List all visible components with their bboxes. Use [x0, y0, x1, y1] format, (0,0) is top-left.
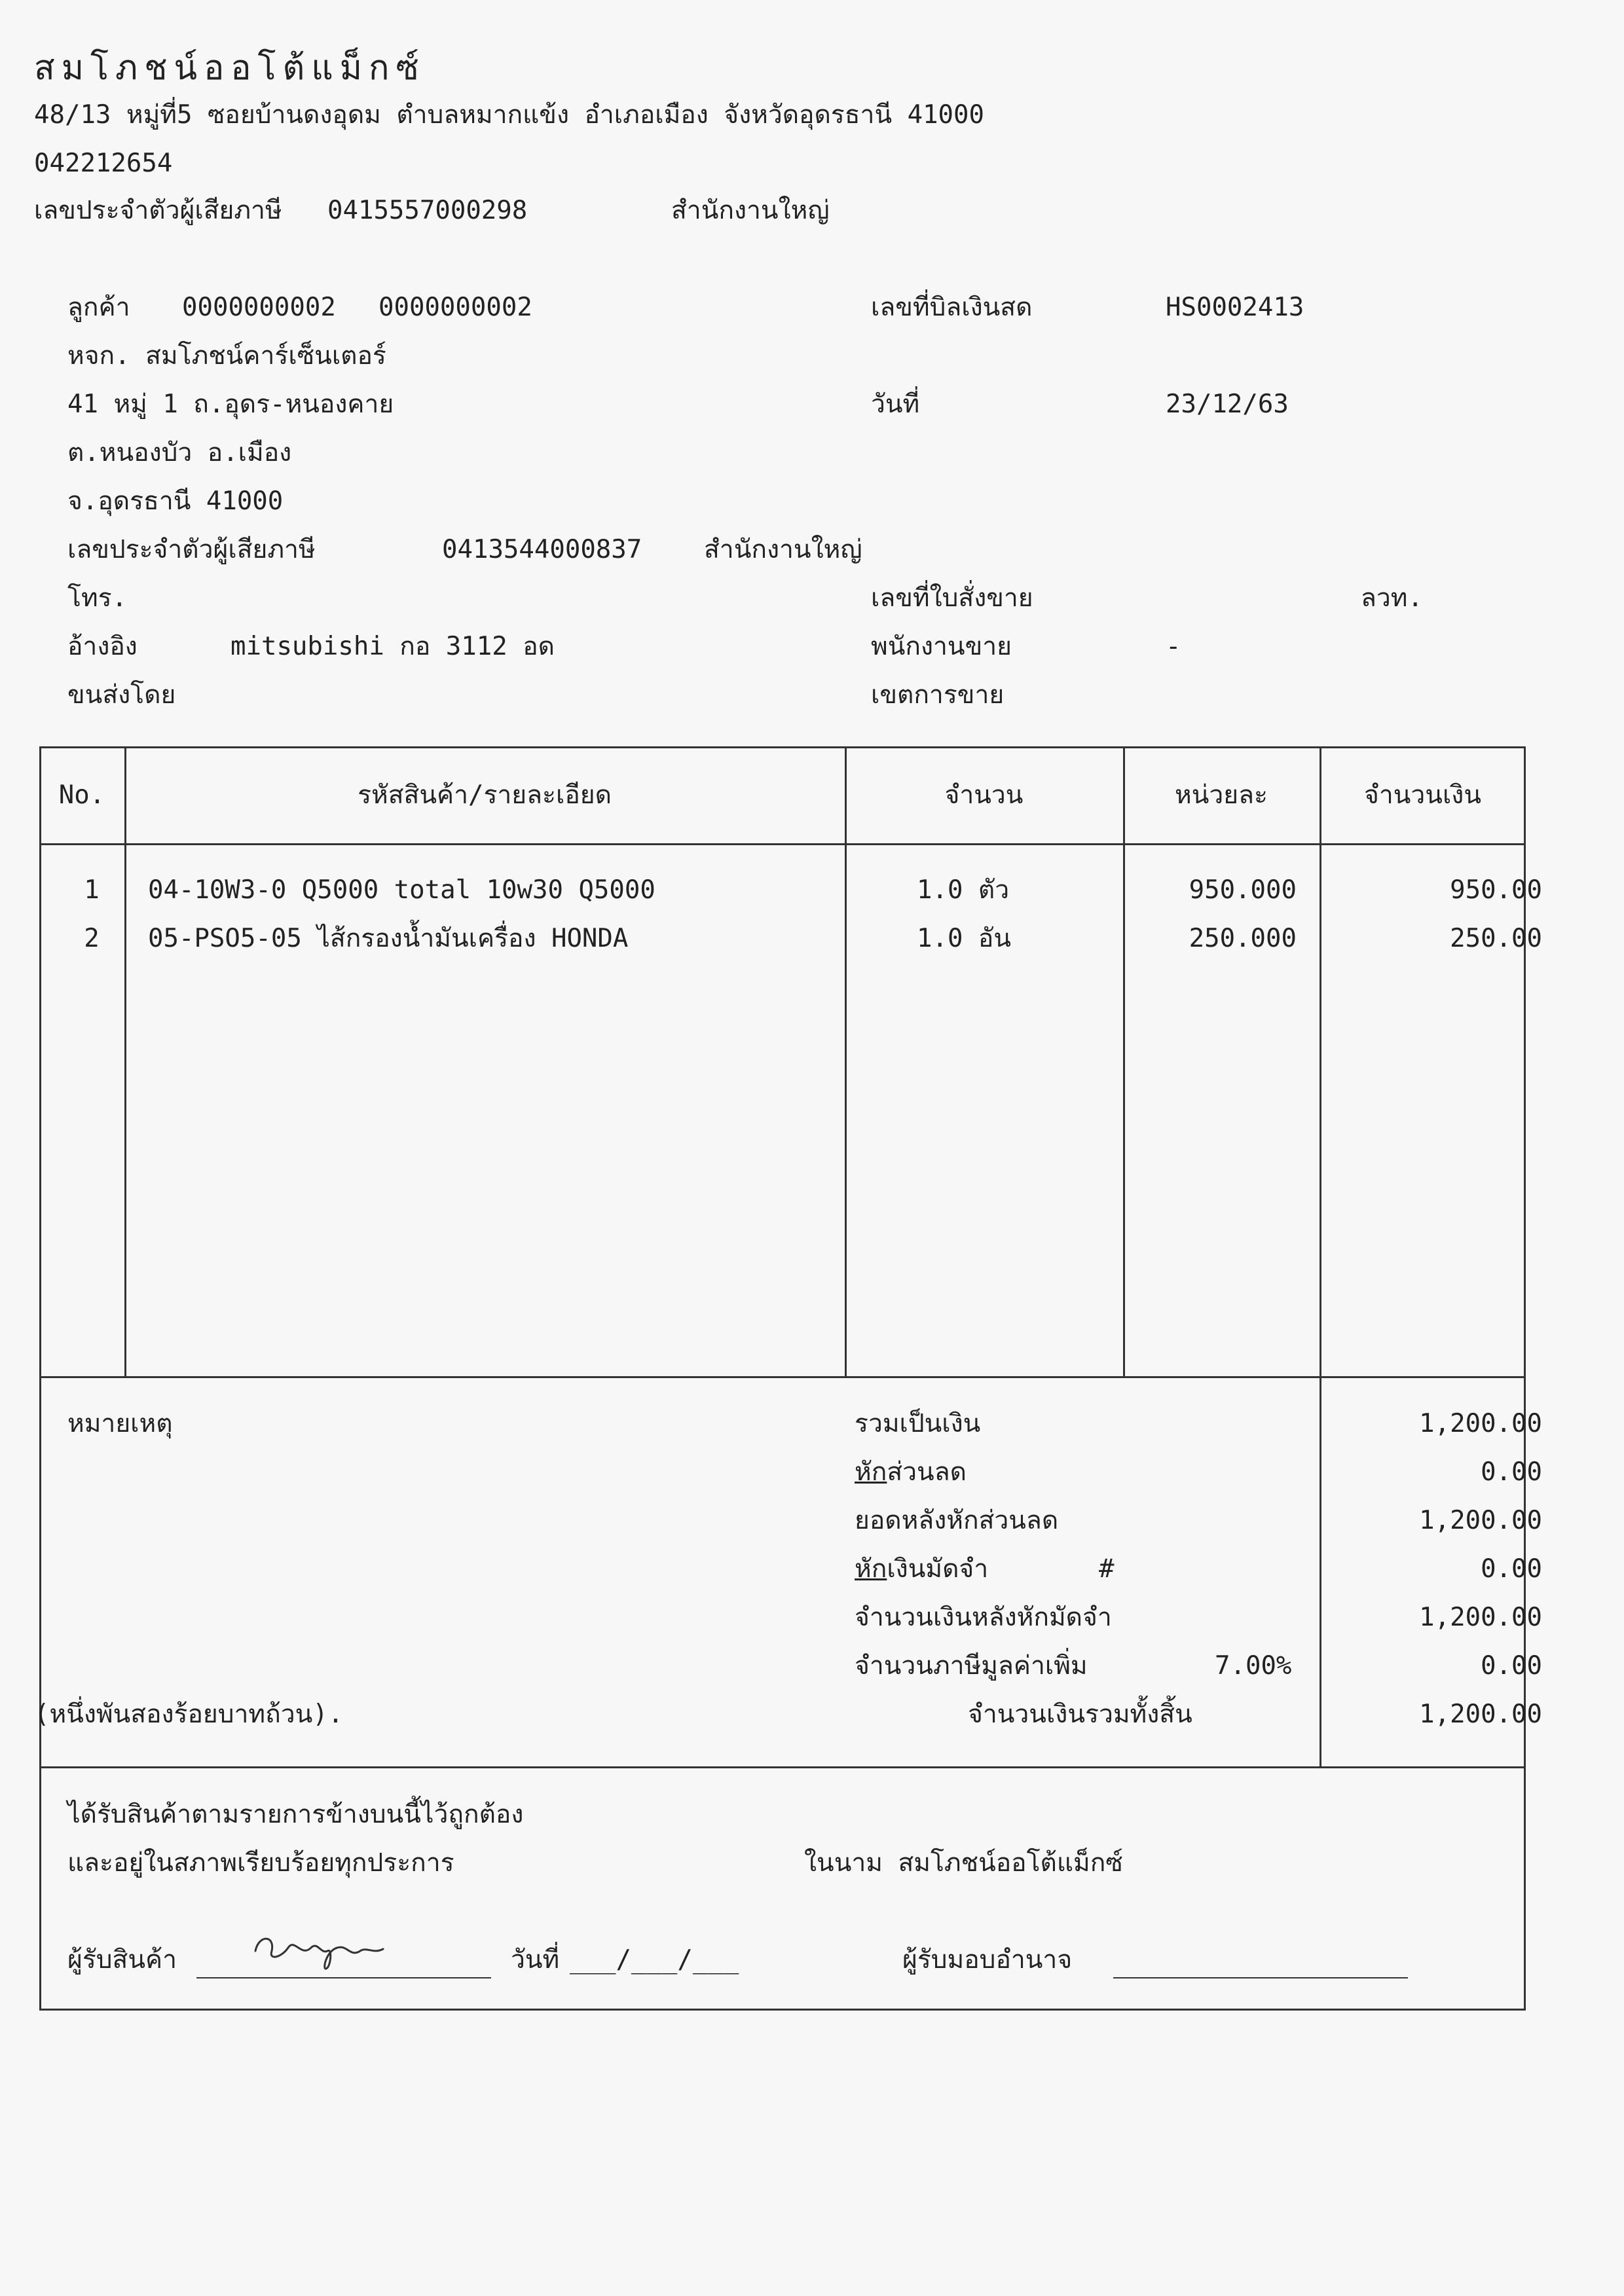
shipping-label: ขนส่งโดย — [67, 680, 176, 710]
after-discount-value: 1,200.00 — [1419, 1506, 1542, 1535]
customer-tax-id: 0413544000837 — [442, 535, 642, 564]
company-tax-id: 0415557000298 — [327, 196, 528, 225]
receipt-confirmation-line-2: และอยู่ในสภาพเรียบร้อยทุกประการ — [67, 1848, 454, 1878]
header-description: รหัสสินค้า/รายละเอียด — [358, 780, 612, 810]
deposit-label-deduct: หัก — [855, 1554, 887, 1584]
discount-label-deduct: หัก — [855, 1457, 887, 1487]
col-divider-no — [124, 746, 126, 1376]
row-quantity: 1.0 อัน — [917, 924, 1012, 953]
after-deposit-value: 1,200.00 — [1419, 1603, 1542, 1632]
remark-label: หมายเหตุ — [67, 1409, 173, 1438]
customer-phone-label: โทร. — [67, 583, 128, 613]
customer-name: หจก. สมโภชน์คาร์เซ็นเตอร์ — [67, 341, 386, 371]
row-unit-price: 250.000 — [1189, 924, 1297, 953]
grand-total-value: 1,200.00 — [1419, 1700, 1542, 1729]
deposit-value: 0.00 — [1481, 1554, 1542, 1584]
after-deposit-label: จำนวนเงินหลังหักมัดจำ — [855, 1603, 1112, 1632]
header-quantity: จำนวน — [944, 780, 1024, 810]
bill-number: HS0002413 — [1166, 293, 1304, 322]
customer-address-2: ต.หนองบัว อ.เมือง — [67, 438, 292, 467]
receive-date-blank: ___/___/___ — [570, 1945, 739, 1975]
discount-value: 0.00 — [1481, 1457, 1542, 1487]
row-unit-price: 950.000 — [1189, 875, 1297, 905]
header-amount: จำนวนเงิน — [1363, 780, 1481, 810]
customer-address-1: 41 หมู่ 1 ถ.อุดร-หนองคาย — [67, 390, 394, 419]
total-label: รวมเป็นเงิน — [855, 1409, 981, 1438]
col-divider-qty — [1123, 746, 1125, 1376]
bill-date: 23/12/63 — [1166, 390, 1289, 419]
vat-label: จำนวนภาษีมูลค่าเพิ่ม — [855, 1651, 1088, 1681]
table-header-divider — [39, 843, 1526, 845]
total-value: 1,200.00 — [1419, 1409, 1542, 1438]
sales-order-label: เลขที่ใบสั่งขาย — [871, 583, 1033, 613]
row-amount: 250.00 — [1450, 924, 1542, 953]
company-branch: สำนักงานใหญ่ — [671, 196, 830, 225]
reference-label: อ้างอิง — [67, 632, 138, 661]
receiver-label: ผู้รับสินค้า — [67, 1945, 177, 1975]
on-behalf-of: ในนาม สมโภชน์ออโต้แม็กซ์ — [804, 1848, 1123, 1878]
deposit-label — [855, 1556, 988, 1582]
summary-bottom — [39, 1766, 1526, 1768]
company-phone: 042212654 — [34, 149, 173, 178]
bill-number-label: เลขที่บิลเงินสด — [871, 293, 1033, 322]
customer-code-2: 0000000002 — [378, 293, 532, 322]
salesperson-label: พนักงานขาย — [871, 632, 1012, 661]
discount-label-text: ส่วนลด — [887, 1457, 967, 1487]
customer-address-3: จ.อุดรธานี 41000 — [67, 486, 284, 516]
customer-label: ลูกค้า — [67, 293, 130, 322]
customer-branch: สำนักงานใหญ่ — [704, 535, 862, 564]
company-tax-id-label: เลขประจำตัวผู้เสียภาษี — [34, 196, 282, 225]
salesperson-value: - — [1166, 632, 1181, 661]
discount-label — [855, 1459, 967, 1485]
vat-rate: 7.00% — [1215, 1651, 1292, 1681]
header-unit-price: หน่วยละ — [1175, 780, 1268, 810]
receiver-signature-line — [196, 1977, 491, 1978]
row-description: 05-PSO5-05 ไส้กรองน้ำมันเครื่อง HONDA — [148, 924, 629, 953]
row-amount: 950.00 — [1450, 875, 1542, 905]
row-no: 1 — [84, 875, 100, 905]
row-description: 04-10W3-0 Q5000 total 10w30 Q5000 — [148, 875, 655, 905]
deposit-hash: # — [1099, 1554, 1115, 1584]
receive-date-label: วันที่ — [511, 1945, 560, 1975]
company-address: 48/13 หมู่ที่5 ซอยบ้านดงอุดม ตำบลหมากแข้ง อำเภอเมือง จังหวัดอุดรธานี 41000 — [34, 100, 984, 130]
header-no: No. — [58, 780, 105, 810]
grand-total-label: จำนวนเงินรวมทั้งสิ้น — [968, 1700, 1192, 1729]
reference-value: mitsubishi กอ 3112 อด — [231, 632, 555, 661]
row-no: 2 — [84, 924, 100, 953]
amount-in-words: (หนึ่งพันสองร้อยบาทถ้วน). — [34, 1700, 344, 1729]
sales-order-value: ลวท. — [1361, 583, 1423, 613]
row-quantity: 1.0 ตัว — [917, 875, 1010, 905]
company-name: สมโภชน์ออโต้แม็กซ์ — [34, 48, 426, 88]
sales-area-label: เขตการขาย — [871, 680, 1005, 710]
bill-date-label: วันที่ — [871, 390, 920, 419]
deposit-label-text: เงินมัดจำ — [887, 1554, 989, 1584]
col-divider-desc — [845, 746, 847, 1376]
receipt-confirmation-line-1: ได้รับสินค้าตามรายการข้างบนนี้ไว้ถูกต้อง — [67, 1800, 524, 1829]
customer-tax-id-label: เลขประจำตัวผู้เสียภาษี — [67, 535, 316, 564]
table-body-bottom — [39, 1376, 1526, 1378]
customer-code-1: 0000000002 — [182, 293, 336, 322]
receiver-signature — [249, 1922, 406, 1974]
vat-value: 0.00 — [1481, 1651, 1542, 1681]
authorized-signature-line — [1113, 1977, 1408, 1978]
after-discount-label: ยอดหลังหักส่วนลด — [855, 1506, 1059, 1535]
authorized-person-label: ผู้รับมอบอำนาจ — [902, 1945, 1073, 1975]
